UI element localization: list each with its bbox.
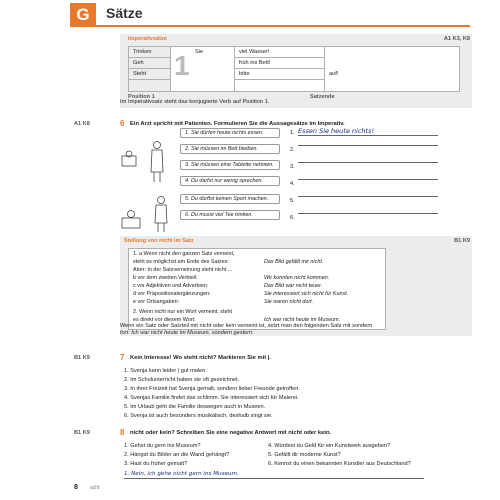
page-title: Sätze bbox=[106, 5, 143, 21]
position-1-label: Position 1 bbox=[128, 94, 155, 100]
stellung-table bbox=[128, 248, 386, 330]
rule-row: d vor Präpositionalergänzungen: bbox=[133, 291, 211, 297]
answer-number: 4. bbox=[290, 181, 295, 187]
rule-row: Aber: In der Satzverneinung steht nicht ... bbox=[133, 267, 233, 273]
rule-example: Ich war nicht heute im Museum. bbox=[264, 317, 341, 323]
imperativ-section bbox=[120, 34, 472, 108]
object-cell: früh ins Bett! bbox=[235, 58, 324, 69]
ex7-number: 7 bbox=[120, 353, 125, 362]
imperativ-verbs bbox=[129, 47, 171, 91]
answer-line[interactable] bbox=[298, 145, 438, 146]
ex7-item: 5. Im Urlaub geht die Familie deswegen auch in Museen. bbox=[124, 404, 266, 410]
prefix-cell: auf! bbox=[329, 71, 339, 77]
ex7-ref: B1 K9 bbox=[74, 355, 90, 361]
header-rule bbox=[96, 25, 470, 27]
ex8-question: 3. Hast du früher gemalt? bbox=[124, 461, 188, 467]
stellung-label: Stellung von nicht im Satz bbox=[124, 238, 194, 244]
speech-bubble: 5. Du dürftst keinen Sport machen. bbox=[180, 194, 280, 204]
rule-row: b vor dem zweiten Verbteil: bbox=[133, 275, 198, 281]
ex7-item: 1. Svenja kann leider | gut malen. bbox=[124, 368, 207, 374]
imperativ-ref: A1 K3, K8 bbox=[443, 36, 470, 42]
verb-cell: Geh bbox=[129, 58, 170, 69]
answer-line[interactable] bbox=[298, 162, 438, 163]
answer-line[interactable] bbox=[298, 213, 438, 214]
note-line: Wenn ein Satz oder Satzteil mit nicht oder kein verneint ist, setzt man den folgenden Satz mit sondern bbox=[120, 323, 373, 329]
imperativ-table bbox=[128, 46, 460, 92]
ex8-question: 6. Kennst du einen bekannten Künstler aus Deutschland? bbox=[268, 461, 411, 467]
ex8-question: 4. Würdest du Geld für ein Kunstwerk ausgeben? bbox=[268, 443, 391, 449]
speech-bubble: 2. Sie müssen im Bett bleiben. bbox=[180, 144, 280, 154]
rule-row: 2. Wenn nicht nur ein Wort verneint, steht bbox=[133, 309, 232, 315]
rule-example: Das Bild war nicht teuer. bbox=[264, 283, 323, 289]
imperativ-label: Imperativsätze bbox=[128, 36, 167, 42]
speech-bubble: 6. Du musst viel Tee trinken. bbox=[180, 210, 280, 220]
ex8-ref: B1 K9 bbox=[74, 430, 90, 436]
answer-number: 2. bbox=[290, 147, 295, 153]
speech-bubble: 4. Du darfst nur wenig sprechen. bbox=[180, 176, 280, 186]
ex6-ref: A1 K8 bbox=[74, 121, 90, 127]
rule-row: steht es möglichst am Ende des Satzes: bbox=[133, 259, 229, 265]
ex6-number: 6 bbox=[120, 119, 125, 128]
rule-row: c vor Adjektiven und Adverbien: bbox=[133, 283, 209, 289]
ex8-title: nicht oder kein? Schreiben Sie eine negative Antwort mit nicht oder kein. bbox=[130, 430, 332, 436]
answer-line[interactable]: Essen Sie heute nichts! bbox=[298, 127, 438, 136]
ex7-item: 2. Im Schulunterricht haben sie oft gezeichnet. bbox=[124, 377, 240, 383]
stellung-section bbox=[120, 236, 472, 336]
object-cell: viel Wasser! bbox=[235, 47, 324, 58]
ex8-question: 1. Gehst du gern ins Museum? bbox=[124, 443, 201, 449]
verb-cell: Steht bbox=[129, 69, 170, 80]
page-number: 8 bbox=[74, 484, 78, 491]
note-line: fort: Ich war nicht heute im Museum, sondern gestern. bbox=[120, 329, 254, 336]
answer-number: 6. bbox=[290, 215, 295, 221]
imperativ-rule: Im Imperativsatz steht das konjugierte Verb auf Position 1. bbox=[120, 99, 270, 105]
ex8-answer[interactable]: 1. Nein, ich gehe nicht gern ins Museum. bbox=[124, 471, 424, 479]
answer-line[interactable] bbox=[298, 179, 438, 180]
page-header bbox=[0, 0, 500, 28]
chapter-letter: G bbox=[70, 3, 96, 27]
speech-bubble: 1. Sie dürfen heute nichts essen. bbox=[180, 128, 280, 138]
ex7-item: 4. Svenjas Familie findet das schlimm. Sie interessiert sich für Malerei. bbox=[124, 395, 299, 401]
answer-number: 5. bbox=[290, 198, 295, 204]
position-number: 1 bbox=[174, 50, 190, 81]
patient-illustration bbox=[120, 148, 138, 168]
rule-example: Wir konnten nicht kommen. bbox=[264, 275, 330, 281]
rule-example: Sie interessiert sich nicht für Kunst. bbox=[264, 291, 349, 297]
imperativ-objects bbox=[235, 47, 325, 91]
ex7-item: 3. In ihrer Freizeit hat Svenja gemalt, sondern lieber Freunde getroffen. bbox=[124, 386, 300, 392]
doctor-illustration bbox=[148, 140, 166, 184]
patient-illustration bbox=[120, 208, 142, 230]
ex7-item: 6. Svenja ist auch besonders musikalisch, deshalb singt sie. bbox=[124, 413, 273, 419]
rule-example: Sie waren nicht dort. bbox=[264, 299, 314, 305]
verb-cell: Trinken bbox=[129, 47, 170, 58]
object-cell: bitte bbox=[235, 69, 324, 80]
ex7-title: Kein Interesse! Wo steht nicht? Markieren Sie mit |. bbox=[130, 355, 271, 361]
rule-row: e vor Ortsangaben: bbox=[133, 299, 180, 305]
answer-number: 3. bbox=[290, 164, 295, 170]
pronoun-cell: Sie bbox=[191, 47, 235, 91]
answer-line[interactable] bbox=[298, 196, 438, 197]
rule-example: Das Bild gefällt mir nicht. bbox=[264, 259, 324, 265]
stellung-note bbox=[120, 323, 470, 337]
doctor-illustration bbox=[152, 195, 170, 233]
ex8-question: 2. Hängst du Bilder an die Wand gehängt? bbox=[124, 452, 230, 458]
ex8-question: 5. Gefällt dir moderne Kunst? bbox=[268, 452, 341, 458]
stellung-ref: B1 K9 bbox=[454, 238, 470, 244]
ex8-number: 8 bbox=[120, 428, 125, 437]
answer-number: 1. bbox=[290, 130, 295, 136]
speech-bubble: 3. Sie müssen eine Tablette nehmen. bbox=[180, 160, 280, 170]
ex6-title: Ein Arzt spricht mit Patienten. Formulieren Sie die Aussagesätze im Imperativ. bbox=[130, 121, 345, 127]
page-number-word: acht bbox=[90, 485, 100, 491]
rule-row: 1. a Wenn nicht den ganzen Satz verneint, bbox=[133, 251, 235, 257]
satzende-label: Satzende bbox=[310, 94, 335, 100]
rule-row: es direkt vor diesem Wort: bbox=[133, 317, 196, 323]
